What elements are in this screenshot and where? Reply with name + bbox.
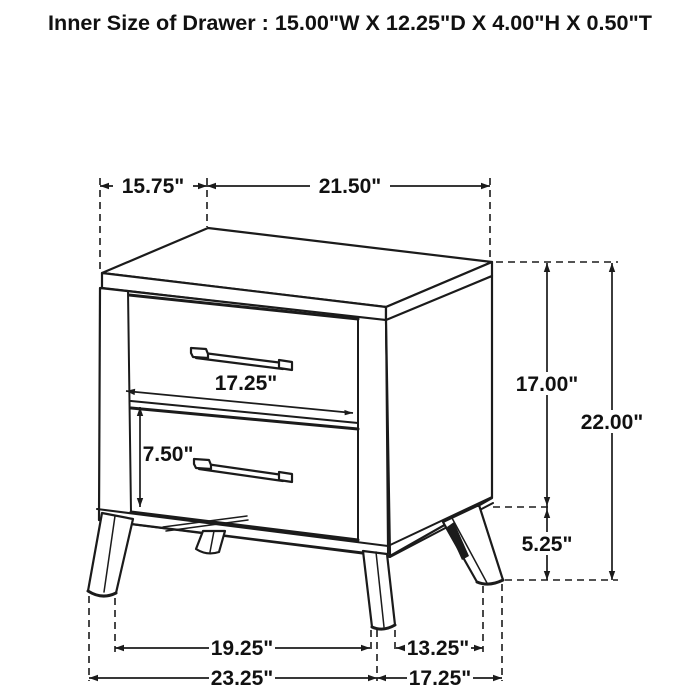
cabinet-body xyxy=(97,276,493,557)
front-right-leg xyxy=(363,551,395,629)
dim-overall-height xyxy=(578,263,646,580)
dim-case-height-label: 17.00" xyxy=(515,373,579,396)
arrow-right-icon xyxy=(361,645,370,651)
dim-top-width-label: 21.50" xyxy=(318,175,382,198)
arrow-left-icon xyxy=(89,675,98,681)
arrow-down-icon xyxy=(544,497,550,506)
arrow-down-icon xyxy=(544,571,550,580)
dim-drawer-height-label: 7.50" xyxy=(142,443,194,466)
arrow-right-icon xyxy=(474,645,483,651)
nightstand-drawing xyxy=(88,228,503,629)
dim-front-feet-outer-label: 23.25" xyxy=(210,667,274,690)
arrow-left-icon xyxy=(207,183,216,189)
handle-left-cap xyxy=(194,459,211,469)
front-left-leg xyxy=(88,513,133,596)
arrow-up-icon xyxy=(544,509,550,518)
arrow-right-icon xyxy=(481,183,490,189)
dim-top-depth-label: 15.75" xyxy=(121,175,185,198)
handle-right-cap xyxy=(279,360,292,370)
arrow-up-icon xyxy=(609,263,615,272)
arrow-left-icon xyxy=(377,675,386,681)
arrow-right-icon xyxy=(493,675,502,681)
dim-drawer-width-label: 17.25" xyxy=(214,372,278,395)
arrow-left-icon xyxy=(396,645,405,651)
dim-case-and-leg-height xyxy=(514,263,580,580)
arrow-left-icon xyxy=(100,183,109,189)
page-title: Inner Size of Drawer : 15.00"W X 12.25"D X 4.00"H X 0.50"T xyxy=(48,12,653,35)
dim-front-feet-inner-label: 19.25" xyxy=(210,637,274,660)
dim-side-feet-inner-label: 13.25" xyxy=(406,637,470,660)
back-right-leg xyxy=(443,505,503,584)
arrow-right-icon xyxy=(368,675,377,681)
handle-right-cap xyxy=(279,472,292,482)
arrow-left-icon xyxy=(115,645,124,651)
arrow-right-icon xyxy=(198,183,207,189)
dim-feet-inner xyxy=(115,637,483,660)
dim-feet-outer xyxy=(89,667,502,690)
dim-top xyxy=(100,174,490,198)
dim-leg-height-label: 5.25" xyxy=(521,533,573,556)
arrow-down-icon xyxy=(609,571,615,580)
arrow-up-icon xyxy=(544,263,550,272)
handle-left-cap xyxy=(191,348,208,358)
dim-side-feet-outer-label: 17.25" xyxy=(408,667,472,690)
dim-overall-height-label: 22.00" xyxy=(580,411,644,434)
